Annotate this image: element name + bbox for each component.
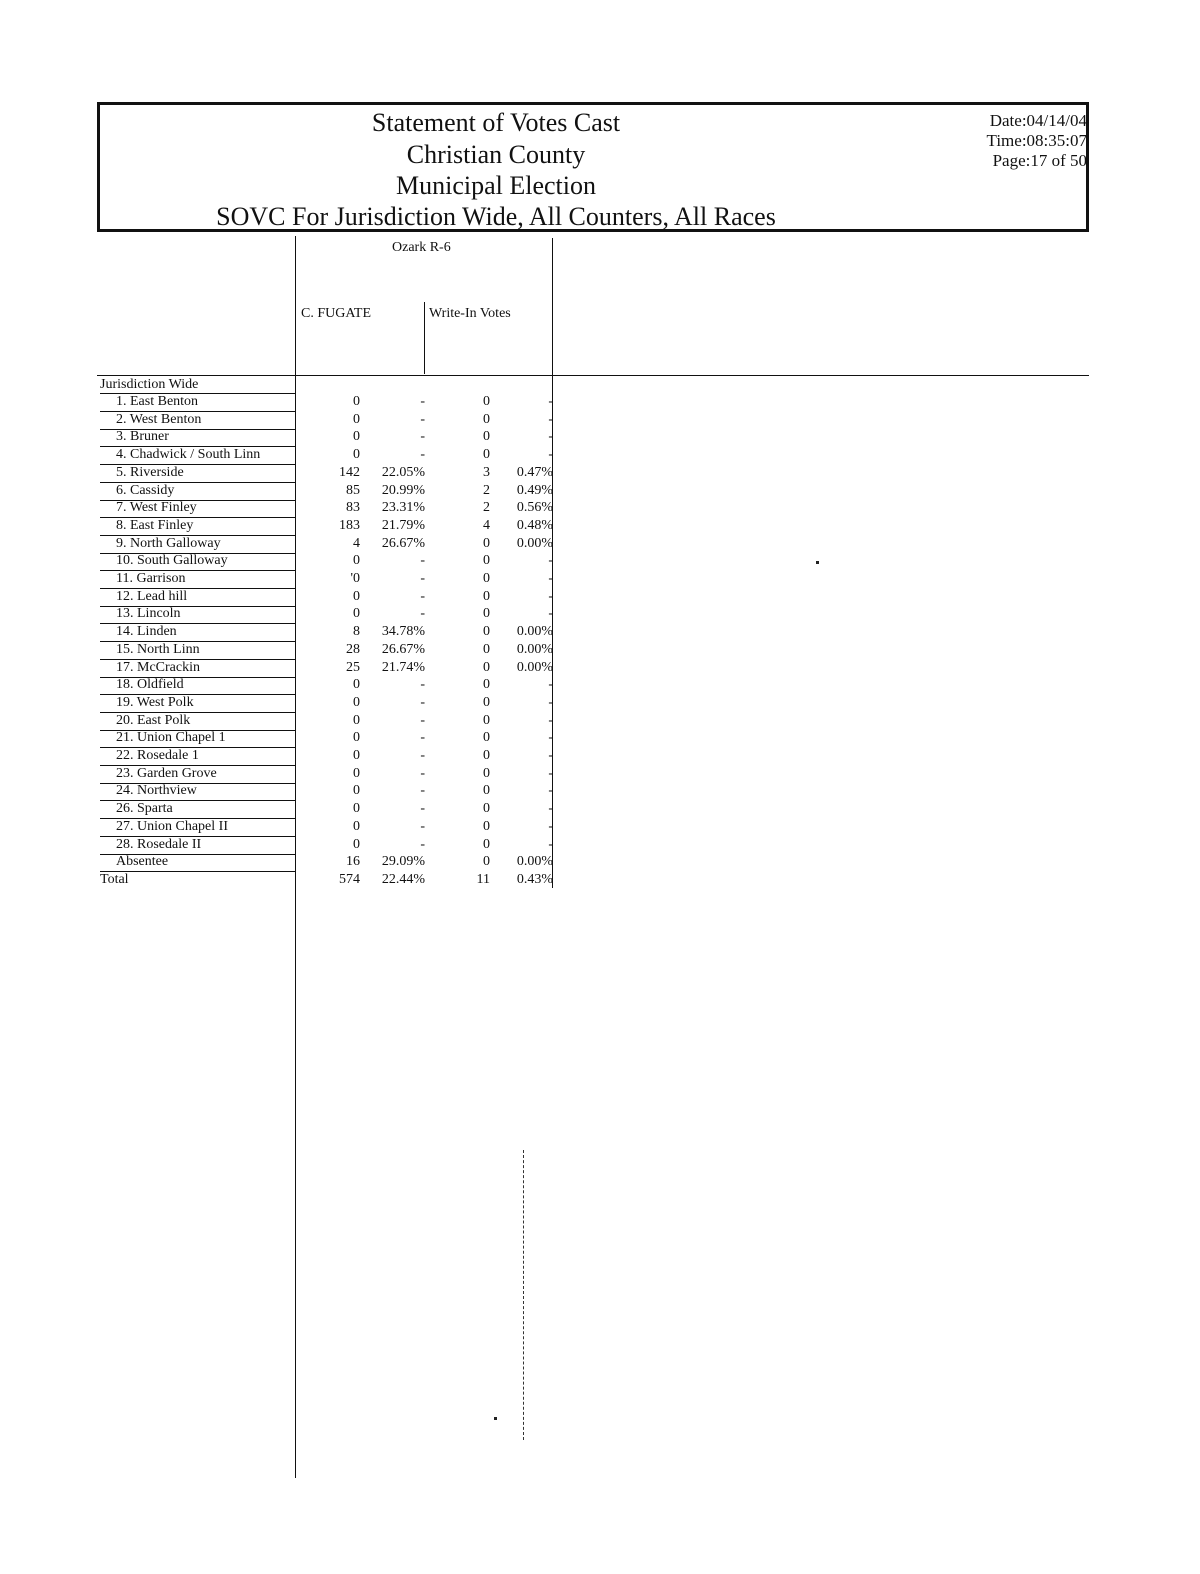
row-label: 2. West Benton xyxy=(116,412,202,427)
candidate-1-percent: 23.31% xyxy=(381,500,425,515)
row-label: 11. Garrison xyxy=(116,571,186,586)
candidate-1-percent: - xyxy=(420,695,425,710)
row-label: 14. Linden xyxy=(116,624,177,639)
candidate-2-percent: - xyxy=(548,447,553,462)
candidate-2-votes: 2 xyxy=(483,483,490,498)
candidate-2-percent: - xyxy=(548,394,553,409)
row-label: 20. East Polk xyxy=(116,713,191,728)
candidate-1-votes: 28 xyxy=(346,642,360,657)
candidate-1-votes: 0 xyxy=(353,801,360,816)
candidate-2-votes: 0 xyxy=(483,837,490,852)
candidate-2-percent: - xyxy=(548,766,553,781)
candidate-1-votes: 0 xyxy=(353,447,360,462)
row-label: 6. Cassidy xyxy=(116,483,175,498)
row-label: 27. Union Chapel II xyxy=(116,819,228,834)
candidate-2-percent: - xyxy=(548,553,553,568)
candidate-1-percent: 20.99% xyxy=(381,483,425,498)
section-label: Jurisdiction Wide xyxy=(100,377,199,392)
candidate-2-votes: 0 xyxy=(483,642,490,657)
candidate-2-votes: 0 xyxy=(483,783,490,798)
candidate-1-percent: - xyxy=(420,447,425,462)
row-label: 8. East Finley xyxy=(116,518,194,533)
row-label: 5. Riverside xyxy=(116,465,184,480)
row-label: 12. Lead hill xyxy=(116,589,188,604)
candidate-2-votes: 0 xyxy=(483,695,490,710)
candidate-2-votes: 0 xyxy=(483,553,490,568)
candidate-1-votes: 0 xyxy=(353,819,360,834)
candidate-2-percent: 0.00% xyxy=(516,536,553,551)
row-label: 1. East Benton xyxy=(116,394,199,409)
candidate-2-percent: 0.56% xyxy=(516,500,553,515)
candidate-2-percent: 0.49% xyxy=(516,483,553,498)
candidate-2-percent: 0.43% xyxy=(516,872,553,887)
candidate-1-votes: 0 xyxy=(353,429,360,444)
candidate-1-votes: 0 xyxy=(353,783,360,798)
candidate-2-percent: - xyxy=(548,429,553,444)
candidate-2-percent: 0.47% xyxy=(516,465,553,480)
candidate-1-votes: 0 xyxy=(353,837,360,852)
candidate-1-percent: 22.05% xyxy=(381,465,425,480)
candidate-1-percent: 21.79% xyxy=(381,518,425,533)
candidate-2-percent: 0.00% xyxy=(516,660,553,675)
candidate-2-votes: 0 xyxy=(483,589,490,604)
row-label: 10. South Galloway xyxy=(116,553,228,568)
row-label: 22. Rosedale 1 xyxy=(116,748,199,763)
row-label: 18. Oldfield xyxy=(116,677,184,692)
candidate-2-percent: - xyxy=(548,783,553,798)
candidate-1-votes: 25 xyxy=(346,660,360,675)
row-label: 7. West Finley xyxy=(116,500,197,515)
candidate-2-votes: 0 xyxy=(483,801,490,816)
candidate-1-percent: - xyxy=(420,606,425,621)
row-rule xyxy=(100,871,295,872)
row-label: 17. McCrackin xyxy=(116,660,200,675)
report-time: Time:08:35:07 xyxy=(986,131,1087,150)
candidate-1-votes: 0 xyxy=(353,695,360,710)
row-label: 26. Sparta xyxy=(116,801,173,816)
candidate-divider xyxy=(424,302,425,374)
row-label: 9. North Galloway xyxy=(116,536,221,551)
candidate-2-percent: - xyxy=(548,412,553,427)
candidate-1-percent: - xyxy=(420,412,425,427)
candidate-1-name: C. FUGATE xyxy=(301,306,372,321)
candidate-1-percent: - xyxy=(420,571,425,586)
candidate-1-votes: 0 xyxy=(353,553,360,568)
page-number: Page:17 of 50 xyxy=(992,151,1087,170)
candidate-1-percent: - xyxy=(420,713,425,728)
candidate-2-votes: 0 xyxy=(483,819,490,834)
scan-speck xyxy=(816,561,819,564)
candidate-2-votes: 0 xyxy=(483,536,490,551)
row-label: 21. Union Chapel 1 xyxy=(116,730,226,745)
candidate-2-votes: 0 xyxy=(483,412,490,427)
candidate-1-votes: 85 xyxy=(346,483,360,498)
candidate-2-percent: - xyxy=(548,695,553,710)
candidate-1-percent: 26.67% xyxy=(381,642,425,657)
scan-speck xyxy=(494,1417,497,1420)
candidate-1-votes: 83 xyxy=(346,500,360,515)
row-label: Total xyxy=(100,872,129,887)
candidate-1-votes: 0 xyxy=(353,394,360,409)
candidate-2-votes: 0 xyxy=(483,748,490,763)
candidate-1-votes: 0 xyxy=(353,677,360,692)
row-label: 28. Rosedale II xyxy=(116,837,202,852)
candidate-2-votes: 0 xyxy=(483,766,490,781)
candidate-2-percent: 0.48% xyxy=(516,518,553,533)
candidate-1-votes: 0 xyxy=(353,606,360,621)
row-label: 23. Garden Grove xyxy=(116,766,217,781)
candidate-1-votes: 4 xyxy=(353,536,360,551)
candidate-1-percent: 34.78% xyxy=(381,624,425,639)
candidate-2-votes: 3 xyxy=(483,465,490,480)
candidate-2-percent: 0.00% xyxy=(516,642,553,657)
candidate-1-percent: - xyxy=(420,837,425,852)
label-column-divider xyxy=(295,236,296,1478)
election-name: Municipal Election xyxy=(395,171,596,200)
candidate-1-percent: - xyxy=(420,766,425,781)
candidate-2-percent: - xyxy=(548,819,553,834)
candidate-2-percent: - xyxy=(548,713,553,728)
candidate-2-votes: 0 xyxy=(483,713,490,728)
candidate-2-percent: - xyxy=(548,677,553,692)
candidate-1-votes: 0 xyxy=(353,748,360,763)
candidate-1-votes: 0 xyxy=(353,730,360,745)
row-label: 19. West Polk xyxy=(116,695,194,710)
candidate-1-percent: - xyxy=(420,819,425,834)
candidate-2-name: Write-In Votes xyxy=(429,306,511,321)
candidate-2-votes: 0 xyxy=(483,730,490,745)
candidate-2-percent: 0.00% xyxy=(516,854,553,869)
candidate-1-percent: 22.44% xyxy=(381,872,425,887)
candidate-1-percent: 26.67% xyxy=(381,536,425,551)
label-header-rule xyxy=(97,375,295,376)
candidate-1-votes: 574 xyxy=(339,872,360,887)
candidate-1-votes: 16 xyxy=(346,854,360,869)
candidate-1-percent: 29.09% xyxy=(381,854,425,869)
candidate-1-percent: - xyxy=(420,589,425,604)
row-label: 24. Northview xyxy=(116,783,197,798)
row-label: 4. Chadwick / South Linn xyxy=(116,447,261,462)
candidate-1-percent: - xyxy=(420,677,425,692)
candidate-2-votes: 0 xyxy=(483,624,490,639)
scan-artifact-line xyxy=(523,1150,525,1440)
candidate-2-votes: 0 xyxy=(483,854,490,869)
candidate-1-percent: - xyxy=(420,429,425,444)
candidate-2-votes: 0 xyxy=(483,571,490,586)
candidate-1-votes: 142 xyxy=(339,465,360,480)
race-name: Ozark R-6 xyxy=(392,240,451,255)
candidate-1-percent: 21.74% xyxy=(381,660,425,675)
report-subtitle: SOVC For Jurisdiction Wide, All Counters, All Races xyxy=(216,202,776,231)
candidate-2-percent: - xyxy=(548,730,553,745)
candidate-1-percent: - xyxy=(420,801,425,816)
candidate-2-votes: 0 xyxy=(483,429,490,444)
candidate-1-votes: 0 xyxy=(353,766,360,781)
candidate-2-votes: 0 xyxy=(483,677,490,692)
candidate-2-votes: 0 xyxy=(483,660,490,675)
candidate-1-percent: - xyxy=(420,783,425,798)
candidate-2-percent: - xyxy=(548,606,553,621)
row-label: 3. Bruner xyxy=(116,429,169,444)
candidate-2-votes: 4 xyxy=(483,518,490,533)
candidate-2-votes: 2 xyxy=(483,500,490,515)
candidate-1-percent: - xyxy=(420,394,425,409)
candidate-1-votes: 0 xyxy=(353,412,360,427)
row-label: 15. North Linn xyxy=(116,642,200,657)
report-title: Statement of Votes Cast xyxy=(371,108,621,137)
candidate-2-percent: - xyxy=(548,571,553,586)
candidate-2-percent: - xyxy=(548,589,553,604)
candidate-1-percent: - xyxy=(420,553,425,568)
candidate-2-votes: 0 xyxy=(483,394,490,409)
candidate-1-votes: 0 xyxy=(353,713,360,728)
candidate-2-percent: - xyxy=(548,837,553,852)
candidate-2-votes: 0 xyxy=(483,606,490,621)
candidate-2-percent: - xyxy=(548,801,553,816)
report-date: Date:04/14/04 xyxy=(989,111,1087,130)
candidate-1-votes: '0 xyxy=(350,571,360,586)
candidate-2-votes: 0 xyxy=(483,447,490,462)
candidate-1-votes: 0 xyxy=(353,589,360,604)
header-bottom-rule xyxy=(295,375,1089,376)
county-name: Christian County xyxy=(406,140,586,169)
candidate-2-votes: 11 xyxy=(476,872,490,887)
row-label: Absentee xyxy=(116,854,169,869)
candidate-2-percent: - xyxy=(548,748,553,763)
candidate-1-percent: - xyxy=(420,730,425,745)
candidate-1-votes: 183 xyxy=(339,518,360,533)
candidate-1-percent: - xyxy=(420,748,425,763)
candidate-2-percent: 0.00% xyxy=(516,624,553,639)
candidate-1-votes: 8 xyxy=(353,624,360,639)
row-label: 13. Lincoln xyxy=(116,606,181,621)
